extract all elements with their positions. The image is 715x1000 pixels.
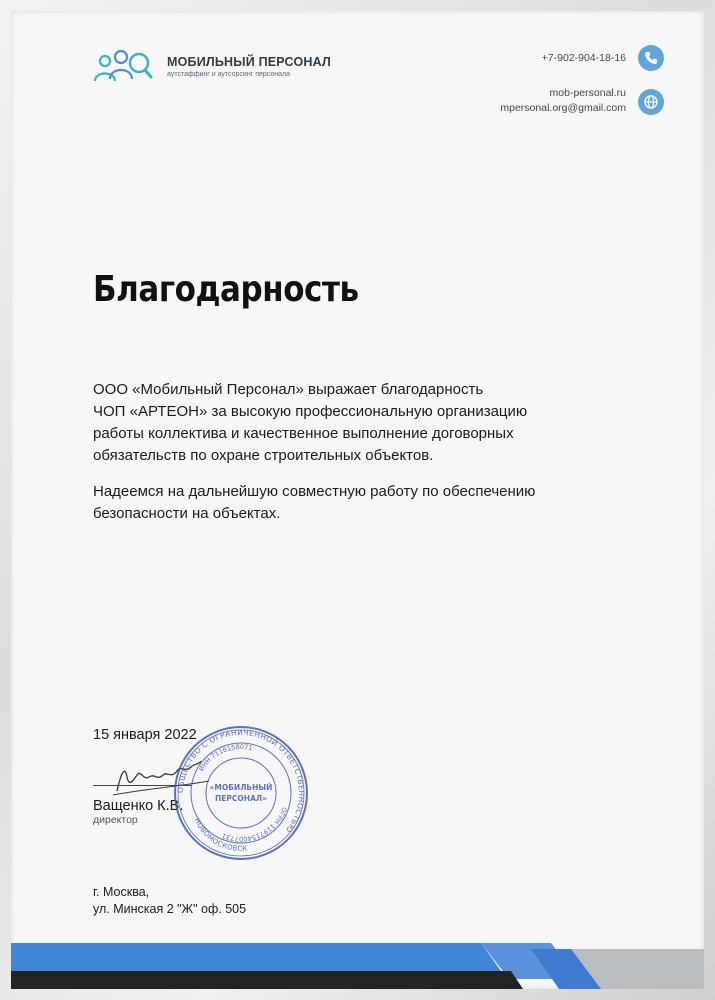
stamp-center-line-1: «МОБИЛЬНЫЙ [209,783,273,792]
contact-website[interactable]: mob-personal.ru [549,87,626,99]
stamp-city: НОВОМОСКОВСК [192,816,248,854]
text-line: ЧОП «АРТЕОН» за высокую профессиональную организацию [93,403,528,420]
stamp-ogrn: ОГРН 1197154007731 [220,805,289,844]
globe-icon [638,89,664,115]
text-line: обязательств по охране строительных объектов. [93,447,434,464]
contact-email[interactable]: mpersonal.org@gmail.com [500,102,626,114]
document-title: Благодарность [93,269,359,310]
text-line: Надеемся на дальнейшую совместную работу по обеспечению [93,483,536,500]
letter-sheet [11,11,704,989]
address-line: г. Москва, [93,885,150,899]
company-logo-icon [93,47,163,87]
stamp-inn: ИНН 7116158071 [197,742,254,773]
text-line: безопасности на объектах. [93,505,281,522]
brand-tagline: аутстаффинг и аутсорсинг персонала [167,71,290,78]
letter-date: 15 января 2022 [93,727,197,743]
stamp-center-line-2: ПЕРСОНАЛ» [215,794,267,803]
stamp-outer-text: ОБЩЕСТВО С ОГРАНИЧЕННОЙ ОТВЕТСТВЕННОСТЬЮ [175,727,307,835]
brand-name: МОБИЛЬНЫЙ ПЕРСОНАЛ [167,55,331,69]
company-stamp [171,723,311,863]
company-address [93,884,246,918]
svg-text:НОВОМОСКОВСК [193,817,248,853]
phone-icon [638,45,664,71]
signer-name: Ващенко К.В. [93,798,184,814]
text-line: работы коллектива и качественное выполнение договорных [93,425,514,442]
cooperation-paragraph [93,481,633,525]
address-line: ул. Минская 2 "Ж" оф. 505 [93,902,247,916]
contact-phone[interactable]: +7-902-904-18-16 [541,52,626,64]
signer-role: директор [93,814,138,826]
gratitude-paragraph [93,379,633,467]
text-line: ООО «Мобильный Персонал» выражает благодарность [93,381,484,398]
svg-text:ОГРН 1197154007731 [221,806,289,843]
footer-decoration [11,927,704,989]
